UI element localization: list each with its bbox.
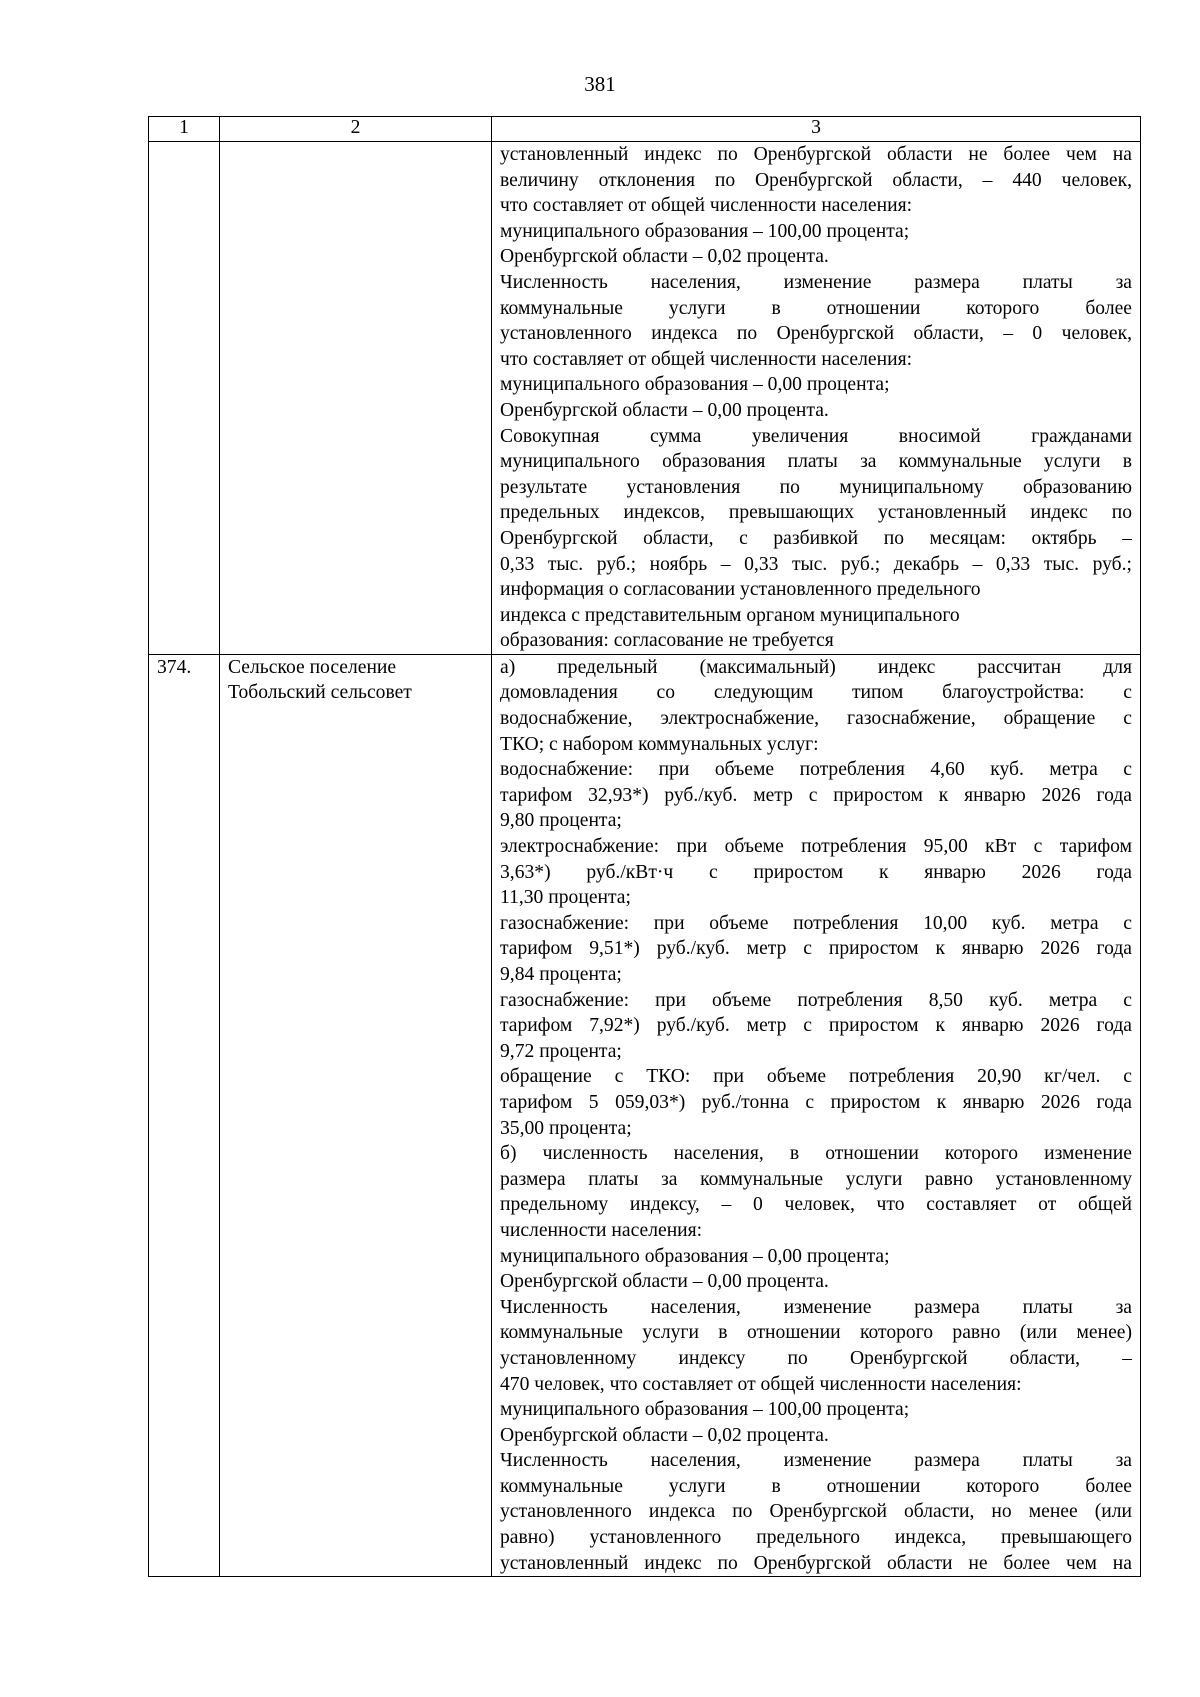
column-header-3: 3 [492,117,1141,142]
table-header-row [149,117,1141,142]
description-line: Численность населения, изменение размера платы за [500,271,1132,293]
description-line: Оренбургской области – 0,02 процента. [500,1424,829,1446]
description-line: коммунальные услуги в отношении которого равно (или менее) [500,1322,1132,1344]
description-line: 9,84 процента; [500,964,622,985]
description-line: предельных индексов, превышающих установленный индекс по [500,502,1132,524]
description-line: результате установления по муниципальному образованию [500,476,1132,498]
row-number-cell [149,654,220,1576]
description-line: обращение с ТКО: при объеме потребления 20,90 кг/чел. с [500,1066,1132,1088]
description-line: тарифом 7,92*) руб./куб. метр с приростом к январю 2026 года [500,1015,1132,1037]
description-line: величину отклонения по Оренбургской области, – 440 человек, [500,169,1132,191]
description-line: равно) установленного предельного индекса, превышающего [500,1527,1132,1549]
description-line: газоснабжение: при объеме потребления 10,00 куб. метра с [500,912,1132,934]
description-line: 3,63*) руб./кВт·ч с приростом к январю 2026 года [500,861,1132,883]
description-line: установленного индекса по Оренбургской области, – 0 человек, [500,323,1132,345]
column-header-2: 2 [220,117,492,142]
description-line: Оренбургской области – 0,02 процента. [500,246,829,268]
description-line: 35,00 процента; [500,1117,632,1139]
description-line: ТКО; с набором коммунальных услуг: [500,733,819,755]
description-line: установленного индекса по Оренбургской области, но менее (или [500,1501,1132,1523]
description-line: водоснабжение, электроснабжение, газоснабжение, обращение с [500,708,1132,730]
description-line: Оренбургской области, с разбивкой по месяцам: октябрь – [500,527,1132,549]
description-line: Численность населения, изменение размера платы за [500,1296,1132,1318]
description-line: Оренбургской области – 0,00 процента. [500,1271,829,1293]
description-line: численности населения: [500,1219,703,1241]
description-line: 9,72 процента; [500,1040,622,1062]
description-line: муниципального образования – 100,00 процента; [500,1399,910,1421]
description-line: тарифом 5 059,03*) руб./тонна с приростом к январю 2026 года [500,1091,1132,1113]
description-line: муниципального образования платы за коммунальные услуги в [500,451,1132,473]
description-line: коммунальные услуги в отношении которого более [500,1475,1132,1497]
description-line: 11,30 процента; [500,887,631,909]
description-line: муниципального образования – 0,00 процента; [500,374,890,396]
description-line: домовладения со следующим типом благоустройства: с [500,682,1132,704]
table-row [149,654,1141,1576]
description-line: Совокупная сумма увеличения вносимой гражданами [500,425,1132,447]
description-line: размера платы за коммунальные услуги равно установленному [500,1168,1132,1190]
description-line: Оренбургской области – 0,00 процента. [500,399,829,421]
indices-table [148,116,1141,1577]
description-line: индекса с представительным органом муниципального [500,604,960,626]
description-line: 470 человек, что составляет от общей численности населения: [500,1373,1022,1395]
municipality-name-cell [220,654,492,1576]
description-line: информация о согласовании установленного предельного [500,579,981,601]
row-number: 374. [157,656,192,678]
description-line: тарифом 9,51*) руб./куб. метр с приростом к январю 2026 года [500,938,1132,960]
page-number: 381 [584,72,616,96]
description-line: а) предельный (максимальный) индекс рассчитан для [500,656,1132,678]
table-row [149,142,1141,655]
municipality-name-line: Сельское поселение [228,656,397,678]
description-line: что составляет от общей численности населения: [500,195,913,217]
description-line: б) численность населения, в отношении которого изменение [500,1143,1132,1165]
description-line: муниципального образования – 0,00 процента; [500,1245,890,1267]
description-cell [492,654,1141,1576]
description-line: коммунальные услуги в отношении которого более [500,297,1132,319]
description-line: тарифом 32,93*) руб./куб. метр с приростом к январю 2026 года [500,784,1132,806]
description-line: электроснабжение: при объеме потребления 95,00 кВт с тарифом [500,836,1132,858]
description-line: образования: согласование не требуется [500,630,834,652]
description-line: водоснабжение: при объеме потребления 4,60 куб. метра с [500,759,1132,781]
municipality-name-line: Тобольский сельсовет [228,682,412,704]
description-line: Численность населения, изменение размера платы за [500,1450,1132,1472]
table-body [149,142,1141,1577]
description-line: установленный индекс по Оренбургской области не более чем на [500,144,1132,165]
description-line: 9,80 процента; [500,810,622,832]
description-cell [492,142,1141,655]
description-line: установленному индексу по Оренбургской области, – [500,1347,1132,1369]
description-line: газоснабжение: при объеме потребления 8,50 куб. метра с [500,989,1132,1011]
description-line: 0,33 тыс. руб.; ноябрь – 0,33 тыс. руб.; декабрь – 0,33 тыс. руб.; [500,553,1132,575]
description-line: муниципального образования – 100,00 процента; [500,220,910,242]
column-header-1: 1 [149,117,220,142]
description-line: что составляет от общей численности населения: [500,348,913,370]
description-line: установленный индекс по Оренбургской области не более чем на [500,1552,1132,1574]
row-number-cell [149,142,220,655]
description-line: предельному индексу, – 0 человек, что составляет от общей [500,1194,1132,1216]
municipality-name-cell [220,142,492,655]
